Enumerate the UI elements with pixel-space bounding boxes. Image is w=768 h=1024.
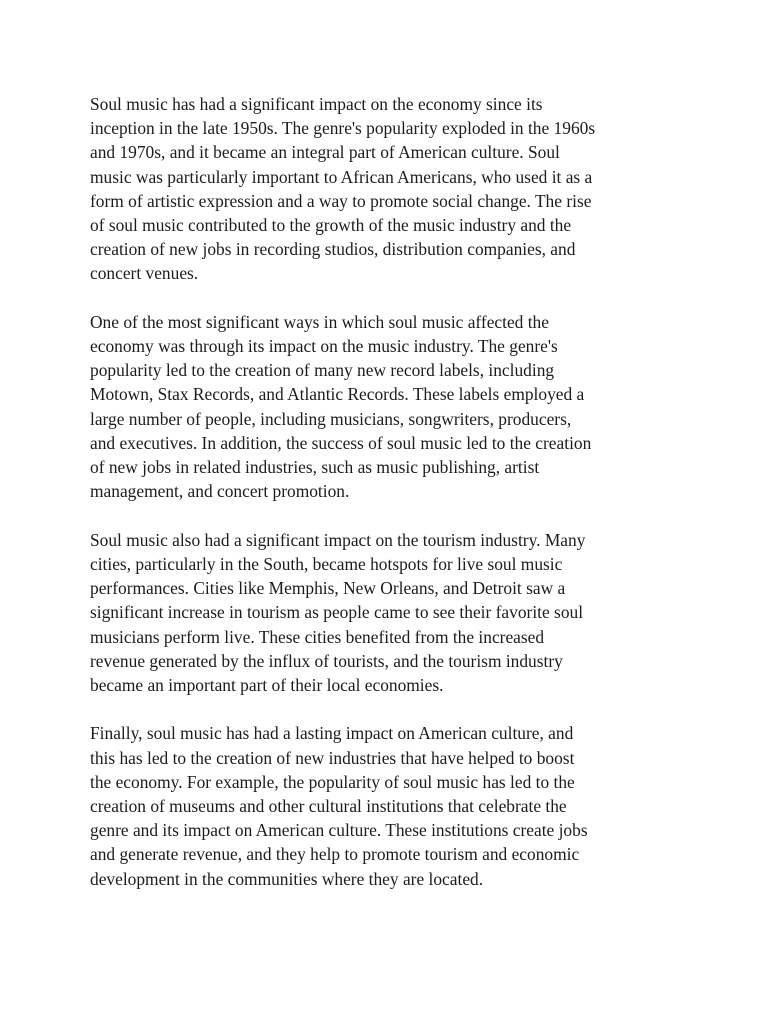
text-line: genre and its impact on American culture. These institutions create jobs <box>90 820 588 841</box>
paragraph-2 <box>90 310 680 504</box>
text-line: and executives. In addition, the success of soul music led to the creation <box>90 432 592 453</box>
text-line: concert venues. <box>90 263 199 284</box>
text-line: creation of new jobs in recording studios, distribution companies, and <box>90 239 576 260</box>
text-line: development in the communities where they are located. <box>90 868 484 889</box>
text-line: inception in the late 1950s. The genre's popularity exploded in the 1960s <box>90 118 596 139</box>
document-body <box>90 92 680 915</box>
text-line: creation of museums and other cultural institutions that celebrate the <box>90 796 567 817</box>
text-line: and 1970s, and it became an integral part of American culture. Soul <box>90 142 560 163</box>
text-line: Soul music has had a significant impact on the economy since its <box>90 94 543 114</box>
text-line: form of artistic expression and a way to promote social change. The rise <box>90 190 592 211</box>
text-line: One of the most significant ways in which soul music affected the <box>90 311 549 332</box>
text-line: popularity led to the creation of many new record labels, including <box>90 360 555 381</box>
paragraph-3 <box>90 528 680 697</box>
text-line: Motown, Stax Records, and Atlantic Records. These labels employed a <box>90 384 585 405</box>
text-line: management, and concert promotion. <box>90 481 350 502</box>
text-line: music was particularly important to African Americans, who used it as a <box>90 166 593 187</box>
text-line: Soul music also had a significant impact on the tourism industry. Many <box>90 529 586 550</box>
text-line: cities, particularly in the South, became hotspots for live soul music <box>90 553 563 574</box>
text-line: musicians perform live. These cities benefited from the increased <box>90 626 545 647</box>
text-line: revenue generated by the influx of tourists, and the tourism industry <box>90 650 563 671</box>
paragraph-1 <box>90 92 680 286</box>
text-line: performances. Cities like Memphis, New Orleans, and Detroit saw a <box>90 578 566 599</box>
text-line: became an important part of their local economies. <box>90 674 444 695</box>
text-line: the economy. For example, the popularity of soul music has led to the <box>90 771 575 792</box>
text-line: of new jobs in related industries, such as music publishing, artist <box>90 457 540 478</box>
paragraph-4 <box>90 721 680 890</box>
text-line: this has led to the creation of new industries that have helped to boost <box>90 747 575 768</box>
text-line: economy was through its impact on the music industry. The genre's <box>90 336 558 357</box>
text-line: and generate revenue, and they help to promote tourism and economic <box>90 844 580 865</box>
text-line: Finally, soul music has had a lasting impact on American culture, and <box>90 723 574 744</box>
text-line: large number of people, including musicians, songwriters, producers, <box>90 408 572 429</box>
text-line: of soul music contributed to the growth of the music industry and the <box>90 214 572 235</box>
text-line: significant increase in tourism as people came to see their favorite soul <box>90 602 584 623</box>
